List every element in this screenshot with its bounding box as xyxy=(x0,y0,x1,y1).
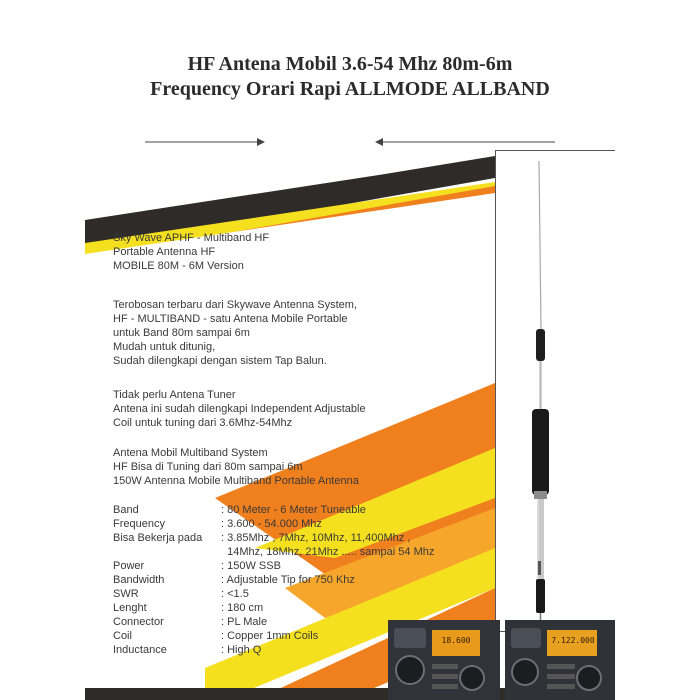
spec-label: Frequency xyxy=(113,518,165,530)
radio-icon xyxy=(505,620,615,700)
spec-label: Bandwidth xyxy=(113,574,165,586)
spec-row-bandwidth xyxy=(113,573,434,587)
spec-label: Inductance xyxy=(113,644,167,656)
tuner-note-block xyxy=(113,388,366,430)
antenna-photo-frame xyxy=(495,150,615,632)
radio-display-readout: 18.600 xyxy=(441,636,471,645)
spec-label: Power xyxy=(113,560,145,572)
spec-value: : High Q xyxy=(221,644,262,656)
description-line: Sudah dilengkapi dengan sistem Tap Balun. xyxy=(113,355,327,367)
spec-row-coil xyxy=(113,629,434,643)
spec-value: : 150W SSB xyxy=(221,560,281,572)
radio-transceiver-photo-2 xyxy=(505,620,615,700)
system-block xyxy=(113,446,359,488)
spec-row-band xyxy=(113,503,434,517)
spec-row-power xyxy=(113,559,434,573)
description-line: untuk Band 80m sampai 6m xyxy=(113,327,250,339)
system-line: 150W Antenna Mobile Multiband Portable Antenna xyxy=(113,475,359,487)
title-line-2: Frequency Orari Rapi ALLMODE ALLBAND xyxy=(150,78,550,100)
description-line: Mudah untuk ditunig, xyxy=(113,341,216,353)
spec-label: Coil xyxy=(113,630,132,642)
radio-icon xyxy=(388,620,500,700)
radio-display-readout: 7.122.000 xyxy=(551,636,595,645)
description-line: Terobosan terbaru dari Skywave Antenna System, xyxy=(113,299,357,311)
spec-row-inductance xyxy=(113,643,434,657)
page-title xyxy=(85,52,615,102)
spec-value: : 80 Meter - 6 Meter Tuneable xyxy=(221,504,366,516)
spec-row-connector xyxy=(113,615,434,629)
spec-value: : <1.5 xyxy=(221,588,249,600)
intro-line: Portable Antenna HF xyxy=(113,246,216,258)
spec-row-working-bands xyxy=(113,531,434,545)
spec-value: : Copper 1mm Coils xyxy=(221,630,319,642)
spec-label: Connector xyxy=(113,616,164,628)
spec-value: : PL Male xyxy=(221,616,268,628)
product-poster xyxy=(85,28,615,700)
spec-row-length xyxy=(113,601,434,615)
spec-value: : 3.600 - 54.000 Mhz xyxy=(221,518,322,530)
tuner-note-line: Antena ini sudah dilengkapi Independent Adjustable xyxy=(113,403,366,415)
spec-label xyxy=(113,545,221,559)
system-line: HF Bisa di Tuning dari 80m sampai 6m xyxy=(113,461,303,473)
description-block xyxy=(113,298,357,368)
spec-value: : 180 cm xyxy=(221,602,264,614)
spec-value: : Adjustable Tip for 750 Khz xyxy=(221,574,355,586)
spec-label: Lenght xyxy=(113,602,147,614)
intro-block xyxy=(113,231,269,273)
spec-label: SWR xyxy=(113,588,139,600)
arrow-left-icon xyxy=(375,136,555,148)
spec-label: Bisa Bekerja pada xyxy=(113,532,203,544)
title-line-1: HF Antena Mobil 3.6-54 Mhz 80m-6m xyxy=(187,53,513,75)
system-line: Antena Mobil Multiband System xyxy=(113,447,268,459)
arrow-right-icon xyxy=(145,136,265,148)
description-line: HF - MULTIBAND - satu Antena Mobile Portable xyxy=(113,313,348,325)
spec-table xyxy=(113,503,434,657)
spec-row-swr xyxy=(113,587,434,601)
spec-row-frequency xyxy=(113,517,434,531)
tuner-note-line: Tidak perlu Antena Tuner xyxy=(113,389,236,401)
tuner-note-line: Coil untuk tuning dari 3.6Mhz-54Mhz xyxy=(113,417,293,429)
radio-transceiver-photo-1 xyxy=(388,620,500,700)
spec-value: 14Mhz, 18Mhz, 21Mhz ..... sampai 54 Mhz xyxy=(221,546,435,558)
antenna-icon xyxy=(496,151,615,631)
intro-line: Sky Wave APHF - Multiband HF xyxy=(113,232,270,244)
spec-label: Band xyxy=(113,504,139,516)
intro-line: MOBILE 80M - 6M Version xyxy=(113,260,244,272)
spec-row-working-bands-cont xyxy=(113,545,434,559)
spec-value: : 3.85Mhz , 7Mhz, 10Mhz, 11,400Mhz , xyxy=(221,532,411,544)
